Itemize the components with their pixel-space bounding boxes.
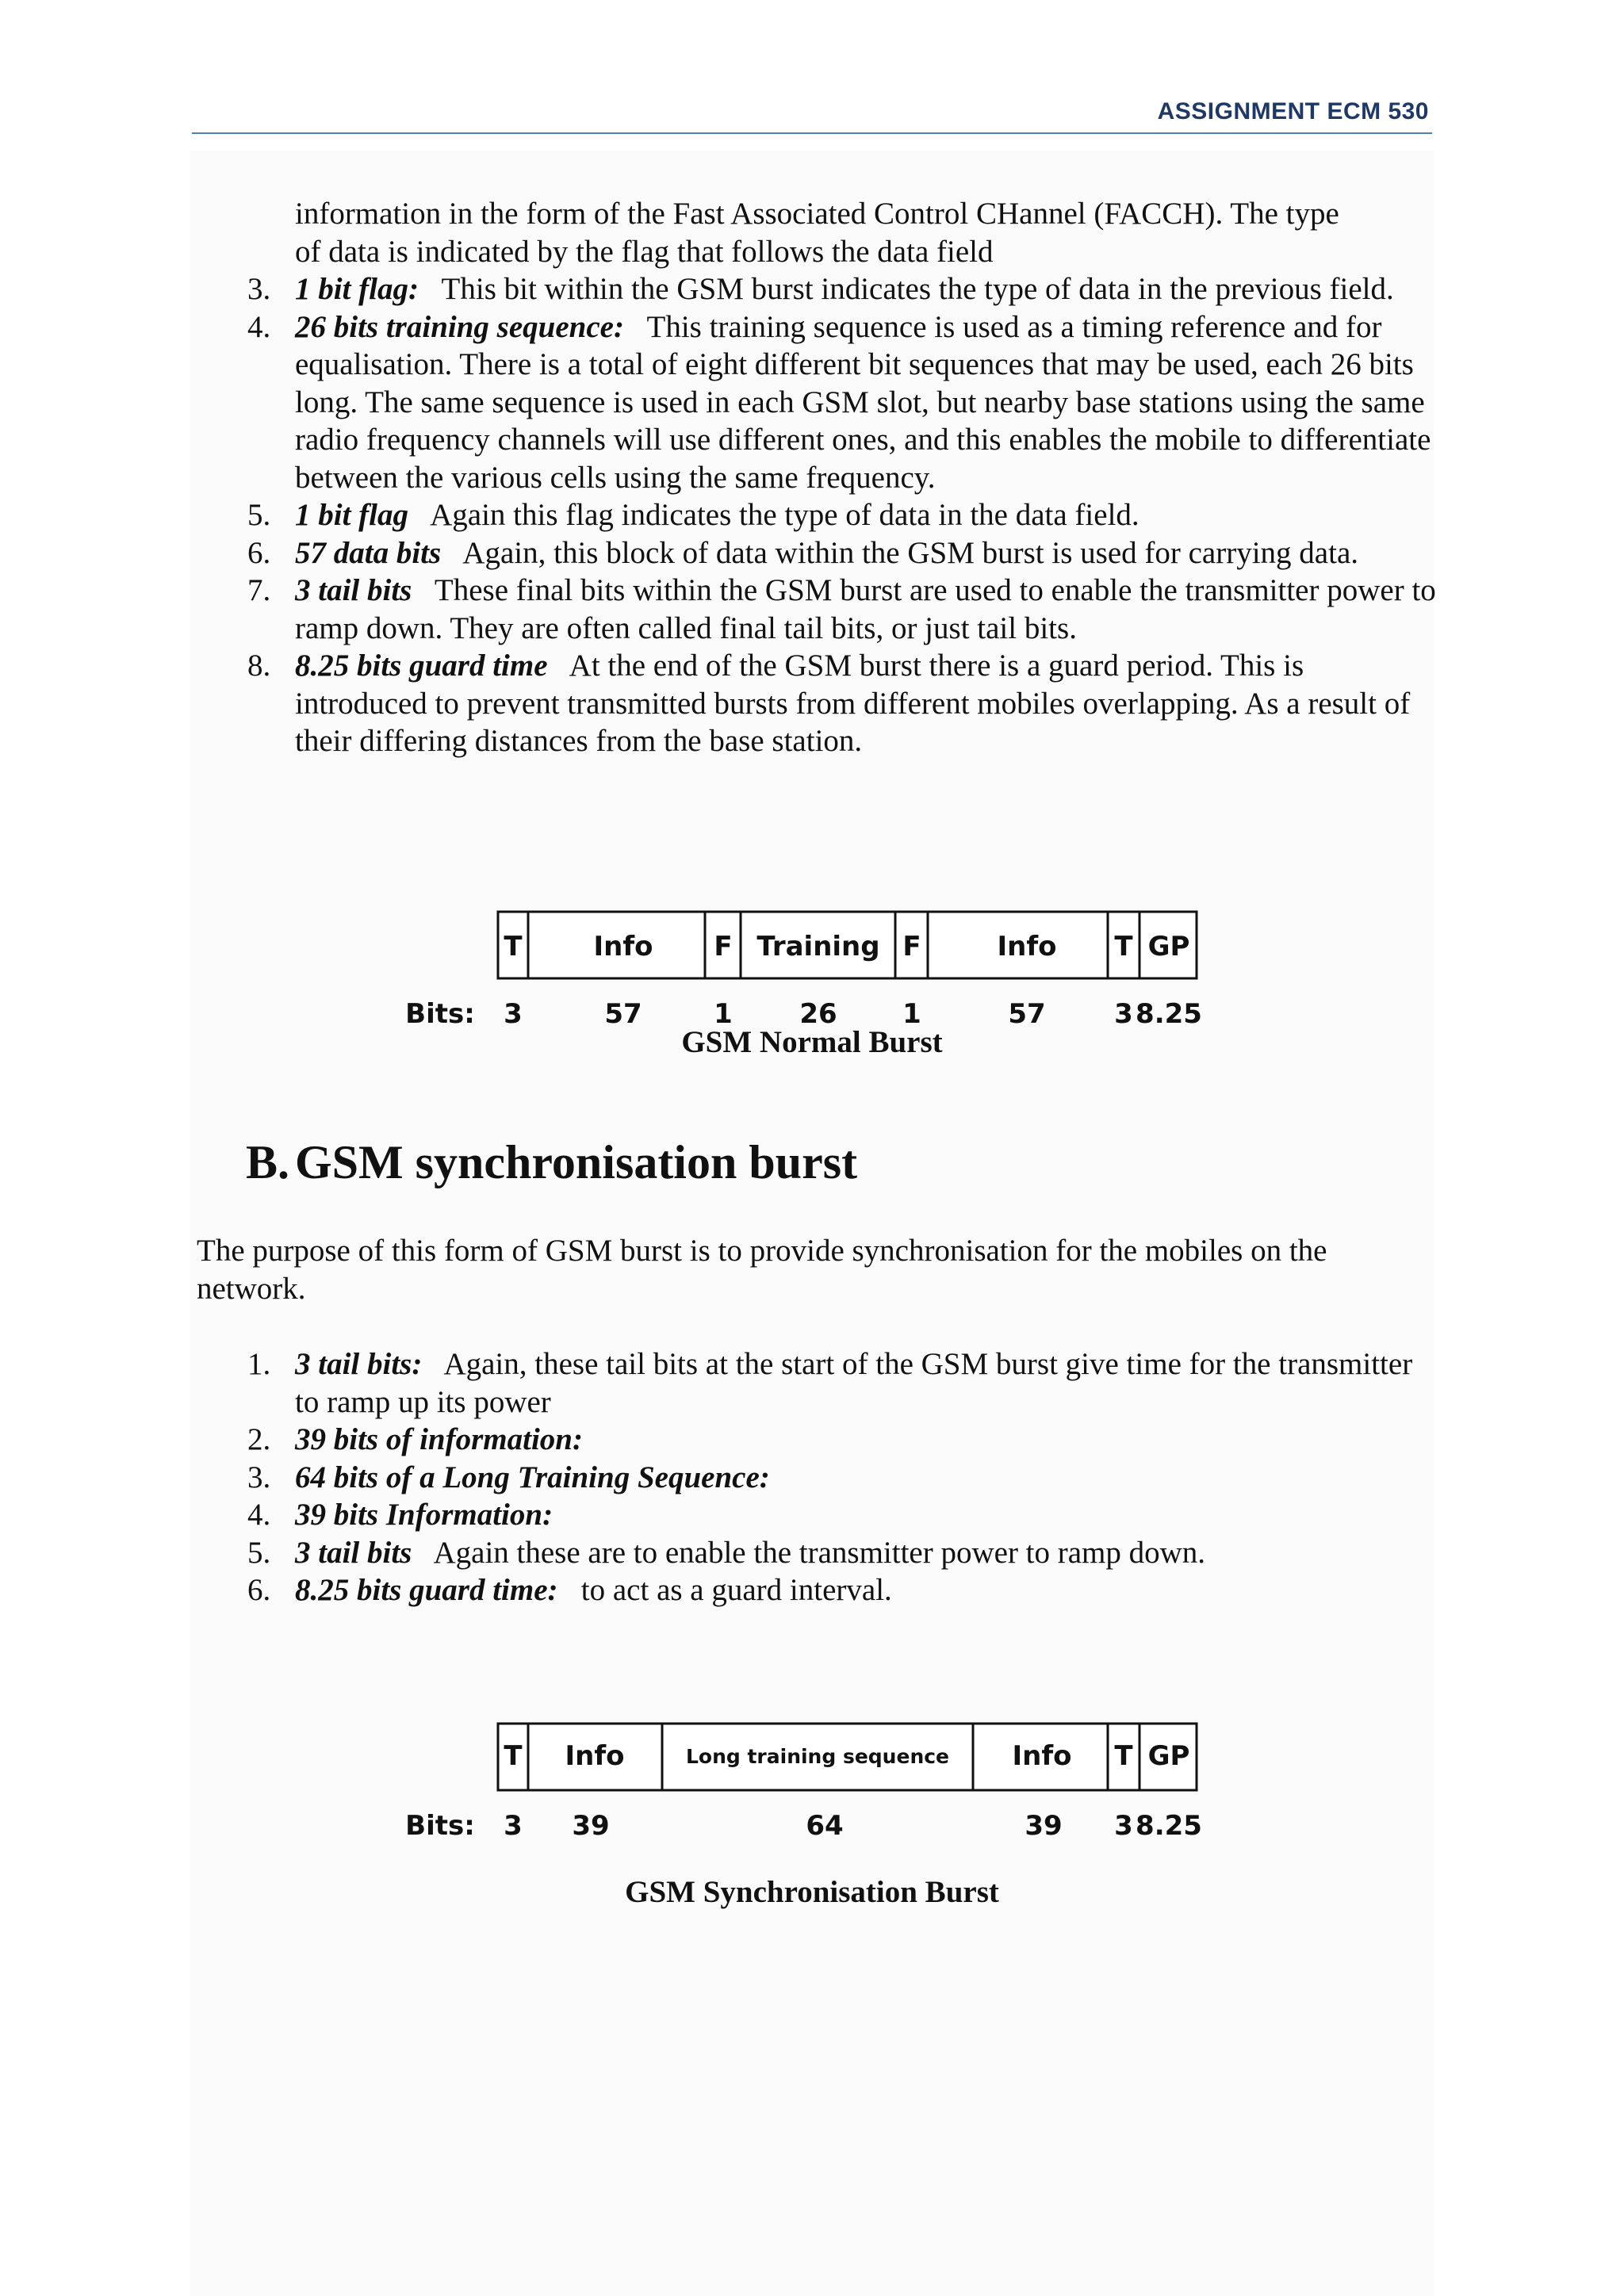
list-term: 1 bit flag: bbox=[295, 272, 419, 306]
section-title: GSM synchronisation burst bbox=[295, 1136, 858, 1188]
list-term: 3 tail bits: bbox=[295, 1347, 423, 1381]
bits-value: 3 bbox=[1114, 998, 1133, 1030]
list-term: 57 data bits bbox=[295, 535, 442, 570]
list-text: Again, these tail bits at the start of the GSM burst give time for the transmitter to ramp up its power bbox=[295, 1347, 1413, 1419]
bits-value: 39 bbox=[1025, 1810, 1063, 1842]
list-number: 1. bbox=[247, 1347, 271, 1381]
list-item bbox=[247, 270, 1437, 308]
list-text: Again this flag indicates the type of data in the data field. bbox=[430, 498, 1139, 532]
bits-value: 57 bbox=[604, 998, 642, 1030]
bits-value: 1 bbox=[902, 998, 921, 1030]
field-label-tail: T bbox=[1114, 931, 1133, 962]
normal-burst-list bbox=[247, 270, 1437, 760]
header-rule bbox=[192, 132, 1432, 134]
bits-value: 1 bbox=[714, 998, 733, 1030]
list-item bbox=[247, 1421, 1437, 1459]
list-number: 2. bbox=[247, 1422, 271, 1456]
list-item bbox=[247, 534, 1437, 572]
list-text: These final bits within the GSM burst are used to enable the transmitter power to ramp down. They are often called final tail bits, or just tail bits. bbox=[295, 573, 1436, 645]
list-item bbox=[247, 647, 1437, 760]
list-term: 39 bits of information: bbox=[295, 1422, 583, 1456]
list-term: 1 bit flag bbox=[295, 498, 408, 532]
list-number: 4. bbox=[247, 1498, 271, 1532]
list-text: Again, this block of data within the GSM burst is used for carrying data. bbox=[462, 535, 1359, 570]
bits-value: 3 bbox=[504, 1810, 523, 1842]
field-label-training: Training bbox=[756, 931, 880, 962]
list-number: 4. bbox=[247, 309, 271, 344]
list-item bbox=[247, 1534, 1437, 1572]
list-term: 26 bits training sequence: bbox=[295, 309, 624, 344]
normal-burst-caption: GSM Normal Burst bbox=[681, 1025, 943, 1059]
field-label-tail: T bbox=[1114, 1740, 1133, 1772]
list-item bbox=[247, 1345, 1437, 1421]
sync-burst-caption: GSM Synchronisation Burst bbox=[625, 1875, 999, 1909]
list-item bbox=[247, 1459, 1437, 1497]
bits-value: 3 bbox=[1114, 1810, 1133, 1842]
list-text: Again these are to enable the transmitter power to ramp down. bbox=[433, 1535, 1206, 1570]
intro-line: information in the form of the Fast Associated Control CHannel (FACCH). The type bbox=[295, 197, 1339, 231]
section-paragraph: The purpose of this form of GSM burst is to provide synchronisation for the mobiles on the network. bbox=[197, 1234, 1327, 1306]
sync-burst-list bbox=[247, 1345, 1437, 1609]
bits-value: 8.25 bbox=[1136, 998, 1202, 1030]
list-number: 8. bbox=[247, 649, 271, 683]
field-label-info: Info bbox=[997, 931, 1057, 962]
intro-line: of data is indicated by the flag that follows the data field bbox=[295, 234, 994, 269]
list-term: 3 tail bits bbox=[295, 573, 412, 607]
section-heading bbox=[246, 1135, 857, 1190]
list-item bbox=[247, 308, 1437, 497]
list-item bbox=[247, 1496, 1437, 1534]
bits-label: Bits: bbox=[405, 998, 475, 1030]
list-text: This training sequence is used as a timing reference and for equalisation. There is a total of eight different bit sequences that may be used, each 26 bits long. The same sequence is used in each GSM slot, but nearby base stations using the same radio frequency channels will use different ones, and this enables the mobile to differentiate between the various cells using the same frequency. bbox=[295, 309, 1431, 495]
section-letter: B. bbox=[246, 1136, 290, 1188]
bits-value: 39 bbox=[572, 1810, 610, 1842]
list-term: 8.25 bits guard time: bbox=[295, 1573, 558, 1607]
list-term: 39 bits Information: bbox=[295, 1498, 553, 1532]
list-number: 7. bbox=[247, 573, 271, 607]
bits-value: 57 bbox=[1008, 998, 1046, 1030]
list-number: 5. bbox=[247, 498, 271, 532]
intro-paragraph bbox=[295, 195, 1437, 270]
bits-value: 8.25 bbox=[1136, 1810, 1202, 1842]
bits-value: 26 bbox=[799, 998, 837, 1030]
list-text: At the end of the GSM burst there is a guard period. This is introduced to prevent transmitted bursts from different mobiles overlapping. As a result of their differing distances from the base station. bbox=[295, 649, 1411, 758]
bits-value: 3 bbox=[504, 998, 523, 1030]
list-item bbox=[247, 572, 1437, 647]
list-number: 6. bbox=[247, 1573, 271, 1607]
bits-label: Bits: bbox=[405, 1810, 475, 1842]
list-item bbox=[247, 496, 1437, 534]
field-label-info: Info bbox=[1012, 1740, 1072, 1772]
field-label-info: Info bbox=[565, 1740, 625, 1772]
field-label-flag: F bbox=[714, 931, 733, 962]
field-label-guard: GP bbox=[1147, 1740, 1190, 1772]
field-label-flag: F bbox=[902, 931, 921, 962]
list-number: 6. bbox=[247, 535, 271, 570]
field-label-tail: T bbox=[504, 931, 523, 962]
bits-value: 64 bbox=[806, 1810, 844, 1842]
field-label-info: Info bbox=[593, 931, 653, 962]
list-number: 5. bbox=[247, 1535, 271, 1570]
list-term: 8.25 bits guard time bbox=[295, 649, 548, 683]
list-term: 3 tail bits bbox=[295, 1535, 412, 1570]
list-number: 3. bbox=[247, 1460, 271, 1494]
sync-burst-diagram bbox=[396, 1716, 1237, 1878]
field-label-guard: GP bbox=[1147, 931, 1190, 962]
list-text: to act as a guard interval. bbox=[580, 1573, 892, 1607]
list-number: 3. bbox=[247, 272, 271, 306]
list-term: 64 bits of a Long Training Sequence: bbox=[295, 1460, 770, 1494]
list-item bbox=[247, 1571, 1437, 1609]
page-header-title: ASSIGNMENT ECM 530 bbox=[1157, 98, 1429, 124]
field-label-tail: T bbox=[504, 1740, 523, 1772]
field-label-long-training: Long training sequence bbox=[685, 1745, 950, 1768]
list-text: This bit within the GSM burst indicates the type of data in the previous field. bbox=[441, 272, 1394, 306]
